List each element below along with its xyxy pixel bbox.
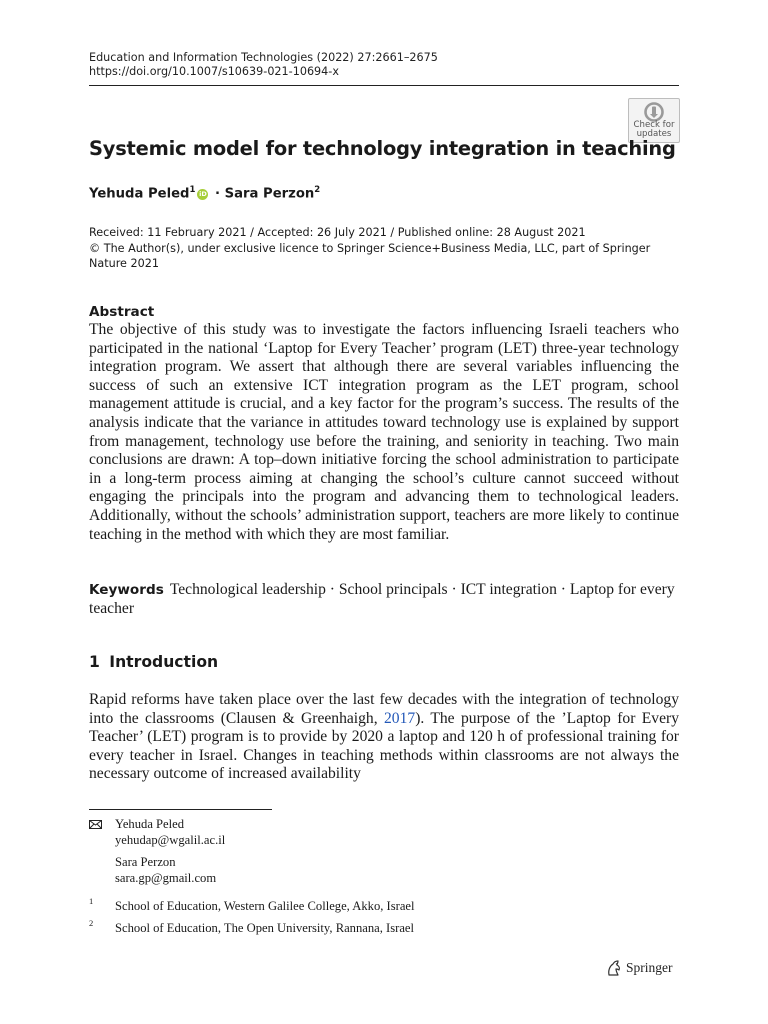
springer-horse-icon [605,959,623,977]
affiliation-number: 1 [89,896,94,906]
check-updates-icon [644,102,664,122]
keywords-label: Keywords [89,582,164,598]
publisher-name: Springer [626,960,673,975]
second-author-email[interactable]: sara.gp@gmail.com [115,871,217,885]
corresponding-author-email[interactable]: yehudap@wgalil.ac.il [115,833,226,847]
affiliation-2: School of Education, The Open University, Rannana, Israel [115,921,415,935]
affiliation-number: 2 [89,918,94,928]
copyright-notice: © The Author(s), under exclusive licence to Springer Science+Business Media, LLC, part of Springer Nature 2021 [89,242,651,270]
second-author-name: Sara Perzon [115,855,176,869]
author-name: Sara Perzon [224,186,315,202]
citation-link[interactable]: 2017 [384,709,416,727]
abstract-heading: Abstract [89,304,155,320]
abstract-text: The objective of this study was to investigate the factors influencing Israeli teachers who participated in the national ‘Laptop for Every Teacher’ program (LET) three-year technology integration program. We assert that although there are several variables influencing the success of such an extensive ICT integration program as the LET program, school management attitude is crucial, and a key factor for the program’s success. The results of the analysis indicate that the variance in attitudes toward technology use is explained by support from management, technology use before the training, and seniority in teaching. Two main conclusions are drawn: A top–down initiative forcing the school administration to participate in a long-term process aiming at changing the school’s culture cannot succeed without engaging the principals into the program and advancing them to technological leaders. Additionally, without the schools’ administration support, teachers are more likely to continue teaching in the method with which they are most familiar. [89,321,679,543]
footnote-divider [89,809,272,810]
keywords [89,581,679,618]
introduction-paragraph [89,691,679,784]
publication-dates: Received: 11 February 2021 / Accepted: 26 July 2021 / Published online: 28 August 2021 [89,226,586,239]
doi-link[interactable]: https://doi.org/10.1007/s10639-021-10694-x [89,65,339,78]
author-name: Yehuda Peled [89,186,190,202]
orcid-icon[interactable]: iD [199,190,207,199]
section-heading-introduction: 1 Introduction [89,653,219,671]
keywords-list: Technological leadership · School principals · ICT integration · Laptop for every teacher [89,581,675,617]
intro-text: Rapid reforms have taken place over the last few decades with the integration of technology into the classrooms (Clausen & Greenhaigh, [89,691,679,727]
envelope-icon [89,820,102,829]
article-title: Systemic model for technology integration in teaching [89,137,676,160]
header-divider [89,85,679,86]
intro-text: ). The purpose of the ’Laptop for Every Teacher’ (LET) program is to provide by 2020 a laptop and 120 h of professional training for every teacher in Israel. Changes in teaching methods within classrooms are not always the necessary outcome of increased availability [89,709,679,783]
author-line [89,185,320,201]
affiliation-marker: 1 [189,185,196,195]
corresponding-author-name: Yehuda Peled [115,817,185,831]
affiliation-1: School of Education, Western Galilee College, Akko, Israel [115,899,415,913]
check-updates-label: Check for updates [633,120,675,139]
journal-citation: Education and Information Technologies (2022) 27:2661–2675 [89,51,438,64]
affiliation-marker: 2 [314,185,321,195]
author-separator: · [210,186,225,202]
